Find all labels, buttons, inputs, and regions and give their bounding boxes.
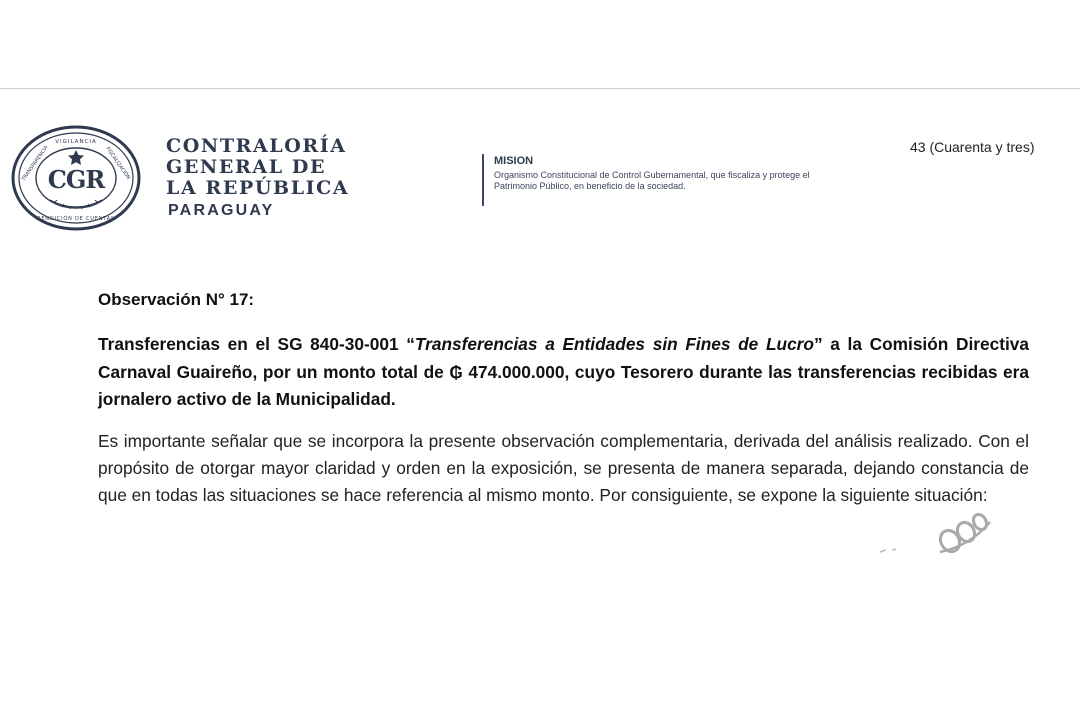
observation-heading: Observación N° 17:: [98, 290, 255, 309]
svg-text:VIGILANCIA: VIGILANCIA: [55, 139, 97, 145]
org-name-line-3: LA REPÚBLICA: [166, 177, 350, 199]
organization-name: [166, 136, 349, 199]
page-number: 43 (Cuarenta y tres): [910, 139, 1035, 155]
mission-text: Organismo Constitucional de Control Gubernamental, que fiscaliza y protege el Patrimonio Público, en beneficio de la sociedad.: [494, 170, 810, 191]
svg-text:CGR: CGR: [47, 165, 105, 194]
top-divider: [0, 88, 1080, 89]
svg-text:FISCALIZACIÓN: FISCALIZACIÓN: [104, 146, 132, 181]
svg-text:RENDICIÓN DE CUENTAS: RENDICIÓN DE CUENTAS: [37, 216, 115, 222]
svg-text:TRANSPARENCIA: TRANSPARENCIA: [20, 144, 50, 183]
mission-title: MISION: [494, 155, 534, 167]
observation-title-part-2: ” a la Comisión Directiva Carnaval Guaireño, por un monto total de ₲ 474.000.000, cuyo Tesorero durante las transferencias recibidas era jornalero activo de la Municipalidad.: [98, 334, 1030, 409]
org-name-line-2: GENERAL DE: [166, 156, 327, 178]
mission-divider: [482, 154, 484, 206]
body-paragraph: Es importante señalar que se incorpora la presente observación complementaria, derivada del análisis realizado. Con el propósito de otorgar mayor claridad y orden en la exposición, se presenta de manera separada, dejando constancia de que en todas las situaciones se hace referencia al mismo monto. Por consiguiente, se expone la siguiente situación:: [98, 431, 1029, 505]
org-name-line-1: CONTRALORÍA: [166, 135, 347, 157]
observation-title: [98, 331, 1029, 414]
observation-title-part-1: Transferencias en el SG 840-30-001 “: [98, 334, 415, 354]
observation-title-italic: Transferencias a Entidades sin Fines de Lucro: [414, 334, 814, 354]
stamp-fragment: [870, 508, 1000, 558]
cgr-seal-logo: [10, 124, 146, 232]
org-country: PARAGUAY: [168, 202, 275, 219]
